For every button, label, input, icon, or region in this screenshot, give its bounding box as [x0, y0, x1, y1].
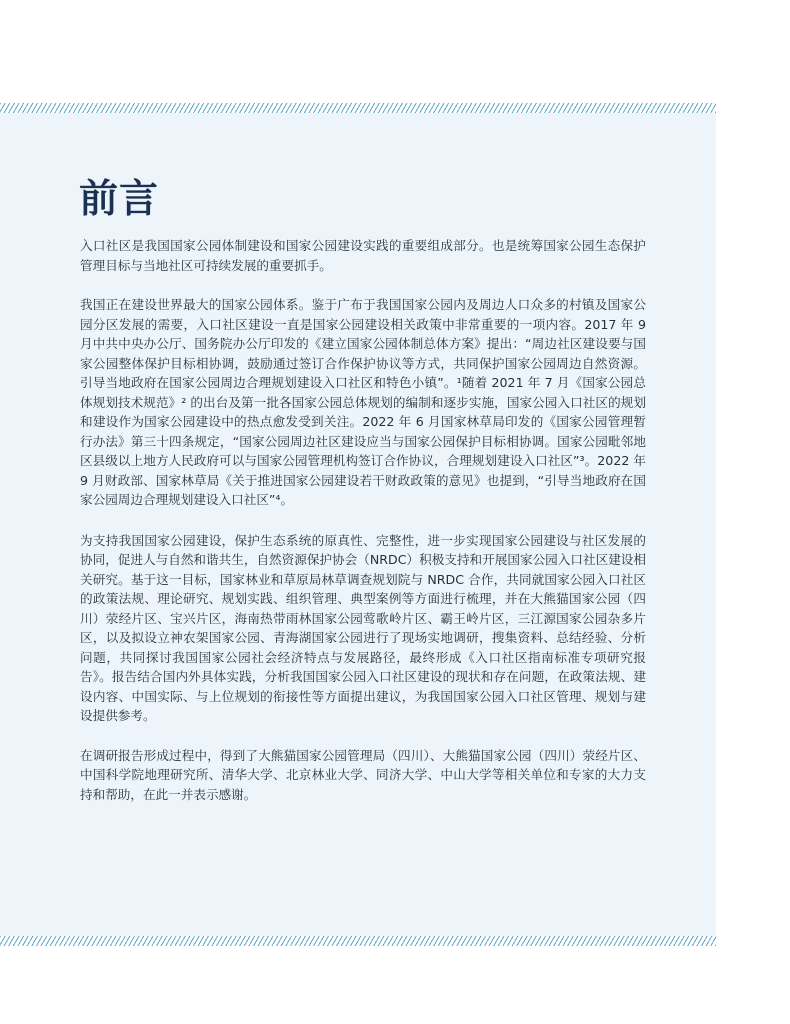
- top-hatch-divider: [0, 103, 716, 113]
- paragraph-acknowledgements: 在调研报告形成过程中，得到了大熊猫国家公园管理局（四川）、大熊猫国家公园（四川）荥经片区、中国科学院地理研究所、清华大学、北京林业大学、同济大学、中山大学等相关单位和专家的大力支持和帮助，在此一并表示感谢。: [80, 747, 646, 802]
- paragraph-intro: 入口社区是我国国家公园体制建设和国家公园建设实践的重要组成部分。也是统筹国家公园生态保护管理目标与当地社区可持续发展的重要抓手。: [80, 238, 646, 273]
- preface-body: [80, 236, 646, 824]
- bottom-hatch-divider: [0, 936, 716, 946]
- paragraph-research-overview: 为支持我国国家公园建设，保护生态系统的原真性、完整性，进一步实现国家公园建设与社区发展的协同，促进人与自然和谐共生，自然资源保护协会（NRDC）积极支持和开展国家公园入口社区建设相关研究。基于这一目标，国家林业和草原局林草调查规划院与 NRDC 合作，共同就国家公园入口社区的政策法规、理论研究、规划实践、组织管理、典型案例等方面进行梳理，并在大熊猫国家公园（四川）荥经片区、宝兴片区，海南热带雨林国家公园莺歌岭片区、霸王岭片区，三江源国家公园杂多片区，以及拟设立神农架国家公园、青海湖国家公园进行了现场实地调研，搜集资料、总结经验、分析问题，共同探讨我国国家公园社会经济特点与发展路径，最终形成《入口社区指南标准专项研究报告》。报告结合国内外具体实践，分析我国国家公园入口社区建设的现状和存在问题，在政策法规、建设内容、中国实际、与上位规划的衔接性等方面提出建议，为我国国家公园入口社区管理、规划与建设提供参考。: [80, 532, 646, 723]
- paragraph-policy-background: 我国正在建设世界最大的国家公园体系。鉴于广布于我国国家公园内及周边人口众多的村镇及国家公园分区发展的需要，入口社区建设一直是国家公园建设相关政策中非常重要的一项内容。2017 年 9 月中共中央办公厅、国务院办公厅印发的《建立国家公园体制总体方案》提出：“周边社区建设要与国家公园整体保护目标相协调，鼓励通过签订合作保护协议等方式，共同保护国家公园周边自然资源。引导当地政府在国家公园周边合理规划建设入口社区和特色小镇”。¹随着 2021 年 7 月《国家公园总体规划技术规范》² 的出台及第一批各国家公园总体规划的编制和逐步实施，国家公园入口社区的规划和建设作为国家公园建设中的热点愈发受到关注。2022 年 6 月国家林草局印发的《国家公园管理暂行办法》第三十四条规定，“国家公园周边社区建设应当与国家公园保护目标相协调。国家公园毗邻地区县级以上地方人民政府可以与国家公园管理机构签订合作协议，合理规划建设入口社区”³。2022 年 9 月财政部、国家林草局《关于推进国家公园建设若干财政政策的意见》也提到，“引导当地政府在国家公园周边合理规划建设入口社区”⁴。: [80, 297, 646, 507]
- page-title: 前言: [79, 177, 160, 222]
